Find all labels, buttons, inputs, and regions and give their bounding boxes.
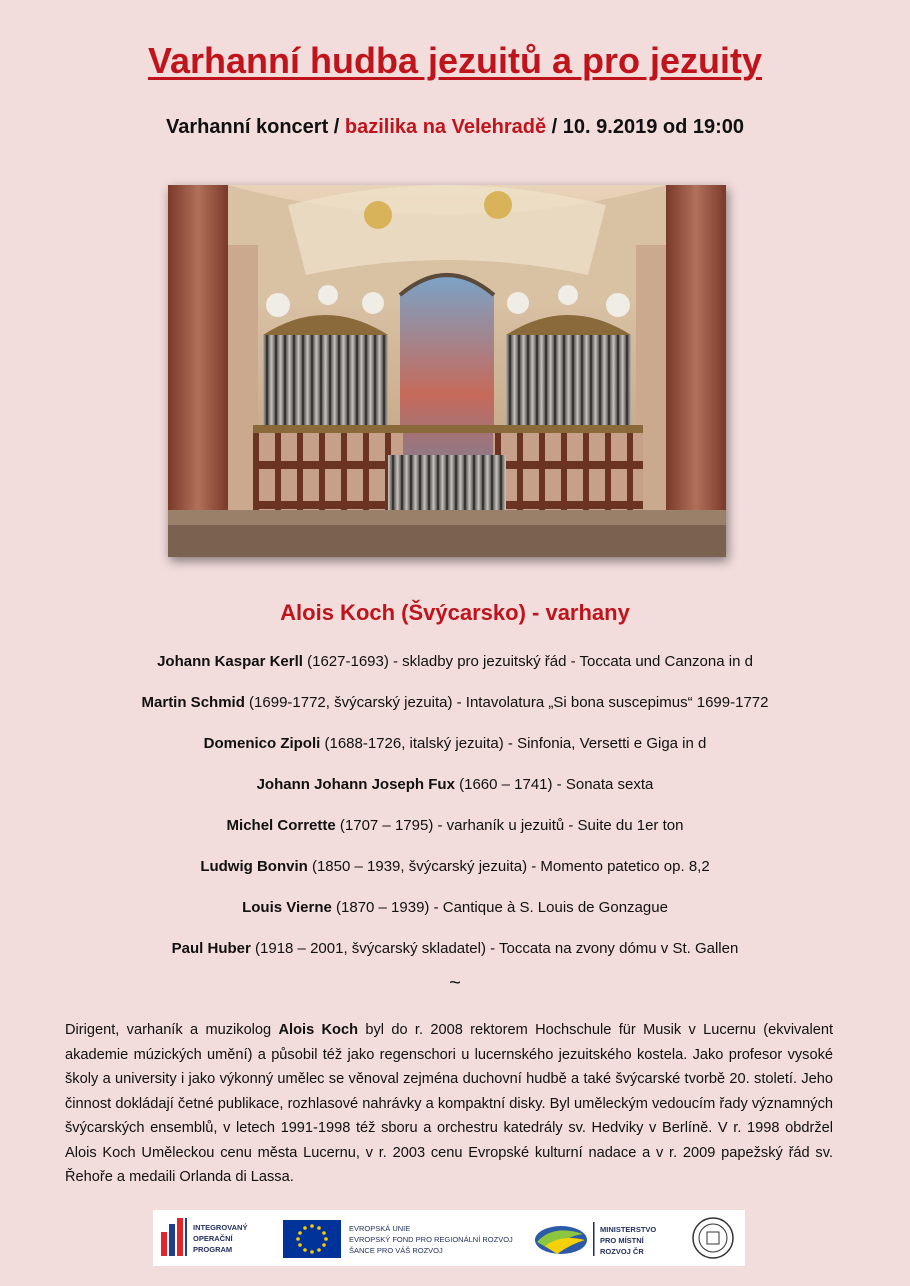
eu-line-1: EVROPSKÁ UNIE [349, 1224, 411, 1233]
iop-line-3: PROGRAM [193, 1245, 233, 1254]
composer-name: Ludwig Bonvin [200, 858, 308, 875]
bio-text-rest: byl do r. 2008 rektorem Hochschule für Musik v Lucernu (ekvivalent akademie múzických umění) a působil též jako regenschori u lucernského jezuitského kostela. Jako profesor vysoké školy a university i jako výkonný umělec se věnoval zejména duchovní hudbě a také švýcarské tvorbě 20. století. Jeho činnost dokládají četné publikace, rozhlasové nahrávky a kompaktní disky. Byl uměleckým vedoucím řady významných švýcarských ensemblů, v letech 1991-1998 též sboru a orchestru katedrály sv. Hedviky v Berlíně. V r. 1998 obdržel Alois Koch Uměleckou cenu města Lucernu, v r. 2003 cenu Evropské kulturní nadace a v r. 2009 papežský řád sv. Řehoře a medaili Orlanda di Lassa. [65, 1022, 833, 1185]
iop-line-1: INTEGROVANÝ [193, 1223, 248, 1232]
program-item [0, 652, 910, 693]
composition-detail: (1699-1772, švýcarský jezuita) - Intavolatura „Si bona suscepimus“ 1699-1772 [244, 694, 769, 711]
subtitle-venue: bazilika na Velehradě [344, 116, 547, 138]
composition-detail: (1870 – 1939) - Cantique à S. Louis de Gonzague [331, 899, 668, 916]
organ-photo [168, 185, 726, 557]
composer-name: Johann Kaspar Kerll [157, 653, 303, 670]
composition-detail: (1688-1726, italský jezuita) - Sinfonia, Versetti e Giga in d [320, 735, 707, 752]
program-item [0, 857, 910, 898]
composer-name: Domenico Zipoli [203, 735, 321, 752]
subtitle-concert-type: Varhanní koncert / [165, 116, 345, 138]
mmr-logo [535, 1222, 656, 1256]
program-item [0, 898, 910, 939]
composition-detail: (1660 – 1741) - Sonata sexta [454, 776, 654, 793]
program-item [0, 816, 910, 857]
iop-line-2: OPERAČNÍ [193, 1234, 233, 1243]
concert-subtitle [0, 116, 910, 139]
composer-name: Michel Corrette [226, 817, 336, 834]
eu-line-3: ŠANCE PRO VÁŠ ROZVOJ [349, 1246, 443, 1255]
mmr-line-3: ROZVOJ ČR [600, 1247, 644, 1256]
composer-name: Martin Schmid [141, 694, 245, 711]
program-item [0, 693, 910, 734]
composition-detail: (1627-1693) - skladby pro jezuitský řád - Toccata und Canzona in d [302, 653, 753, 670]
composer-name: Louis Vierne [242, 899, 332, 916]
bio-text-start: Dirigent, varhaník a muzikolog [65, 1022, 279, 1038]
page-title: Varhanní hudba jezuitů a pro jezuity [147, 40, 763, 81]
composition-detail: (1918 – 2001, švýcarský skladatel) - Toccata na zvony dómu v St. Gallen [250, 940, 739, 957]
program-item [0, 734, 910, 775]
composer-name: Johann Johann Joseph Fux [256, 776, 455, 793]
separator-tilde: ~ [449, 972, 461, 994]
eu-line-2: EVROPSKÝ FOND PRO REGIONÁLNÍ ROZVOJ [349, 1235, 513, 1244]
composer-name: Paul Huber [171, 940, 251, 957]
subtitle-date-time: / 10. 9.2019 od 19:00 [546, 116, 745, 138]
biography-paragraph [65, 1018, 833, 1190]
program-item [0, 775, 910, 816]
iop-logo [161, 1218, 247, 1256]
composition-detail: (1707 – 1795) - varhaník u jezuitů - Suite du 1er ton [335, 817, 684, 834]
composition-detail: (1850 – 1939, švýcarský jezuita) - Momento patetico op. 8,2 [307, 858, 710, 875]
mmr-line-2: PRO MÍSTNÍ [600, 1236, 644, 1245]
mmr-line-1: MINISTERSTVO [600, 1225, 657, 1234]
bio-name: Alois Koch [278, 1022, 359, 1038]
performer-heading: Alois Koch (Švýcarsko) - varhany [280, 600, 630, 625]
eu-flag-icon [283, 1220, 341, 1258]
velehrad-seal-icon [693, 1218, 733, 1258]
sponsor-logo-bar [153, 1210, 745, 1266]
program-list [0, 652, 910, 980]
